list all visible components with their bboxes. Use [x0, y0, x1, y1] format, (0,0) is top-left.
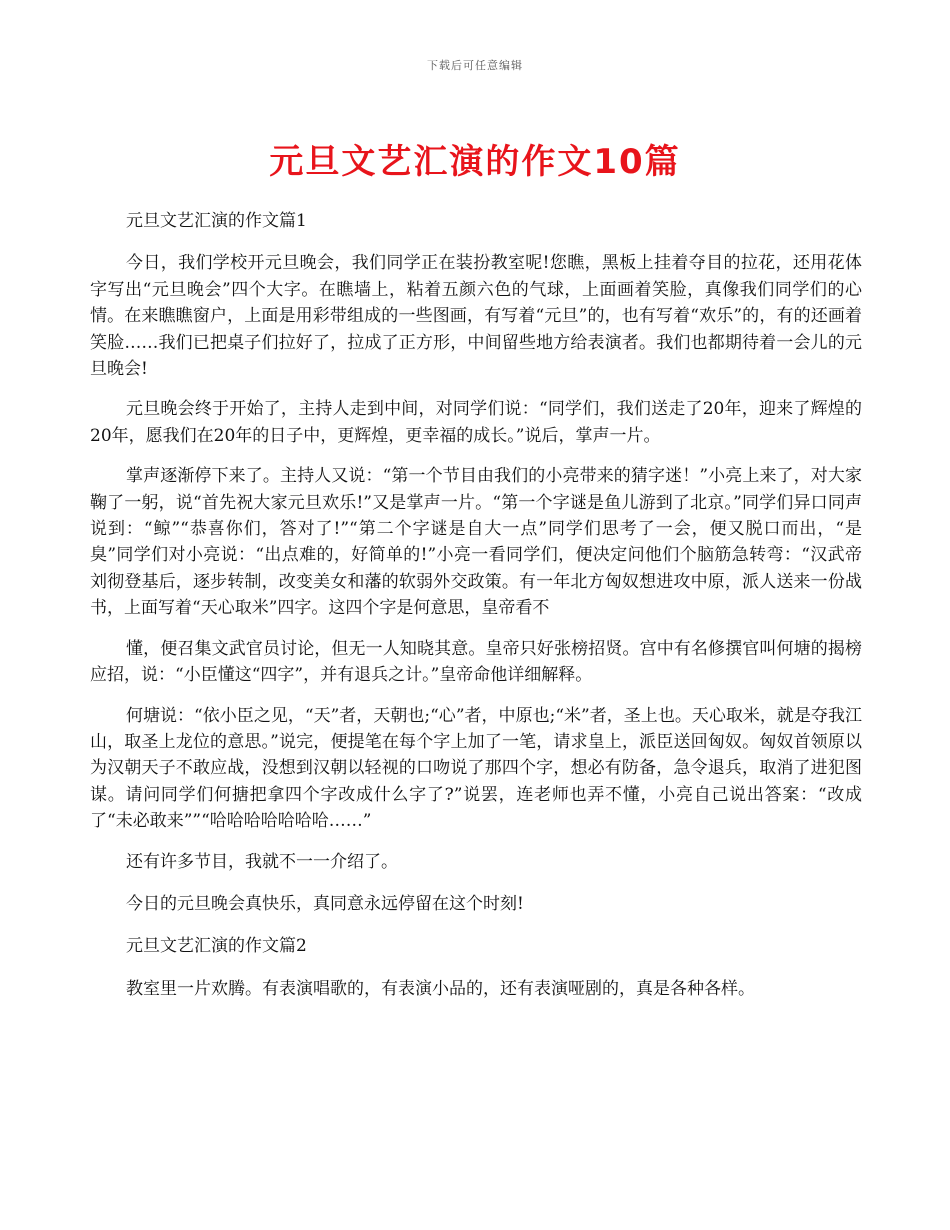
- paragraph: 元旦晚会终于开始了，主持人走到中间，对同学们说：“同学们，我们送走了20年，迎来了辉煌的20年，愿我们在20年的日子中，更辉煌，更幸福的成长。”说后，掌声一片。: [90, 399, 862, 446]
- document-title: 元旦文艺汇演的作文10篇: [269, 142, 681, 182]
- paragraph: 懂，便召集文武官员讨论，但无一人知晓其意。皇帝只好张榜招贤。宫中有名修撰官叫何塘的揭榜应招，说：“小臣懂这“四字”，并有退兵之计。”皇帝命他详细解释。: [90, 638, 862, 686]
- paragraph: 教室里一片欢腾。有表演唱歌的，有表演小品的，还有表演哑剧的，真是各种各样。: [126, 978, 755, 999]
- section-heading: 元旦文艺汇演的作文篇2: [126, 936, 307, 957]
- paragraph: 今日，我们学校开元旦晚会，我们同学正在装扮教室呢!您瞧，黑板上挂着夺目的拉花，还用花体字写出“元旦晚会”四个大字。在瞧墙上，粘着五颜六色的气球，上面画着笑脸，真像我们同学们的心情。在来瞧瞧窗户，上面是用彩带组成的一些图画，有写着“元旦”的，也有写着“欢乐”的，有的还画着笑脸……我们已把桌子们拉好了，拉成了正方形，中间留些地方给表演者。我们也都期待着一会儿的元旦晚会!: [90, 253, 862, 380]
- paragraph: 今日的元旦晚会真快乐，真同意永远停留在这个时刻!: [126, 893, 524, 914]
- document-body: [90, 208, 862, 1018]
- paragraph: 还有许多节目，我就不一一介绍了。: [126, 851, 398, 872]
- paragraph: 何塘说：“依小臣之见，“天”者，天朝也;“心”者，中原也;“米”者，圣上也。天心取米，就是夺我江山，取圣上龙位的意思。”说完，便提笔在每个字上加了一笔，请求皇上，派臣送回匈奴。匈奴首领原以为汉朝天子不敢应战，没想到汉朝以轻视的口吻说了那四个字，想必有防备，急令退兵，取消了进犯图谋。请问同学们何搪把拿四个字改成什么字了?”说罢，连老师也弄不懂，小亮自己说出答案：“改成了“未必敢来””“哈哈哈哈哈哈哈……”: [90, 705, 862, 832]
- paragraph: 掌声逐渐停下来了。主持人又说：“第一个节目由我们的小亮带来的猜字迷！”小亮上来了，对大家鞠了一躬，说“首先祝大家元旦欢乐!”又是掌声一片。“第一个字谜是鱼儿游到了北京。”同学们异口同声说到：“鲸”“恭喜你们，答对了!”“第二个字谜是自大一点”同学们思考了一会，便又脱口而出，“是臭”同学们对小亮说：“出点难的，好简单的!”小亮一看同学们，便决定问他们个脑筋急转弯：“汉武帝刘彻登基后，逐步转制，改变美女和藩的软弱外交政策。有一年北方匈奴想进攻中原，派人送来一份战书，上面写着“天心取米”四字。这四个字是何意思，皇帝看不: [90, 466, 862, 619]
- section-heading: 元旦文艺汇演的作文篇1: [126, 211, 307, 231]
- page-header-note: 下载后可任意编辑: [427, 59, 523, 72]
